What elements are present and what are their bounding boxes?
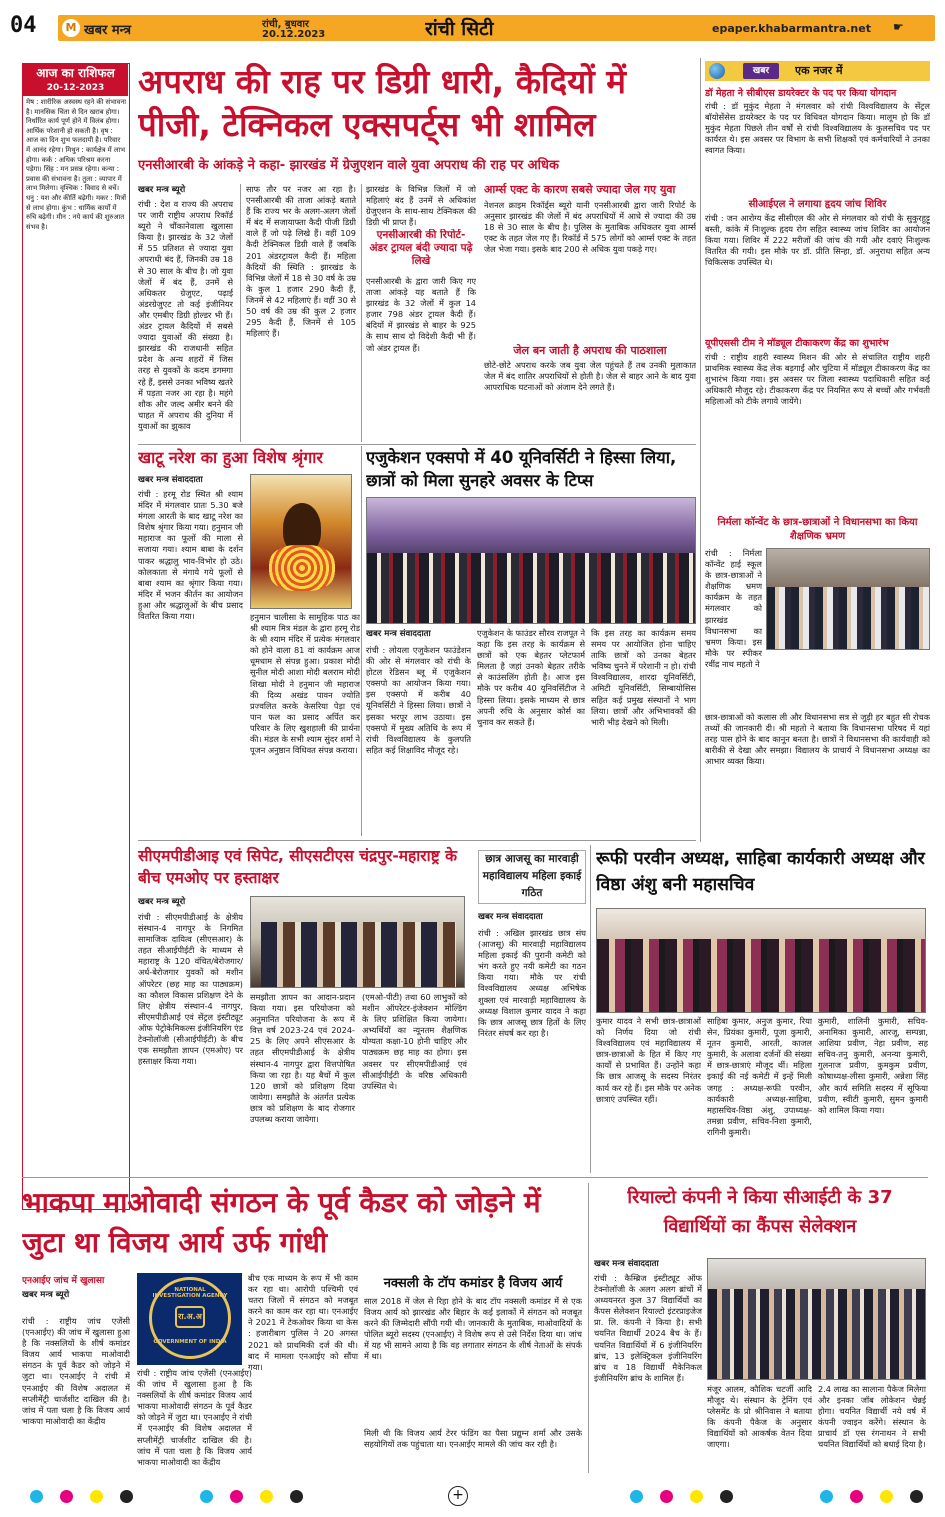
cyan-mark (30, 1490, 43, 1503)
divider (22, 1177, 928, 1178)
black-mark (120, 1490, 133, 1503)
rashifal-box (22, 63, 130, 1210)
khatu-text2: हनुमान चालीसा के सामूहिक पाठ का श्री श्याम मित्र मंडल के द्वारा हरमू रोड के श्री श्याम मंदिर में प्रत्येक मंगलवार को होने वाला 81 वां कार्यक्रम आज धूमधाम से संपन्न हुआ। प्रकाश मोदी सुनील मोदी आशा मोदी बलराम मोदी शिखा मोदी ने हनुमान जी महाराज की दिव्य अखंड पावन ज्योति प्रज्वलित करके केसरिया पेड़ा एवं पान फल का प्रसाद अर्पित कर परिवार के लिए खुशहाली की प्रार्थना की। मंडल के सभी श्याम सुंदर शर्मा ने पूजन अनुष्ठान विधिवत संपन्न कराया। (250, 612, 360, 756)
rialto-headline: रियाल्टो कंपनी ने किया सीआईटी के 37 विद्यार्थियों का कैंपस सेलेक्शन (627, 1187, 893, 1237)
mou-signing-photo (250, 896, 465, 988)
commander-headline: नक्सली के टॉप कमांडर है विजय आर्य (383, 1276, 563, 1291)
divider (700, 58, 701, 842)
commander-text: साल 2018 में जेल से रिहा होने के बाद टॉप नक्सली कमांडर में से एक विजय आर्य को झारखंड और बिहार के कई इलाकों में संगठन को मजबूत करने की जिम्मेदारी सौंपी गयी थी। जानकारी के मुताबिक, माओवादियों के पोलित ब्यूरो सदस्य (एनआईए) ने विशेष रूप से उसे निर्देश दिया था। जांच में यह भी सामने आया है कि वह लगातार संगठन के शीर्ष नेताओं के संपर्क में था। (364, 1296, 582, 1362)
black-mark (910, 1490, 923, 1503)
expo-byline: खबर मन्त्र संवाददाता (366, 629, 431, 639)
page-number: 04 (10, 13, 37, 38)
cyan-mark (820, 1490, 833, 1503)
khabar-badge: खबर (743, 63, 779, 79)
maoist-byline: खबर मन्त्र ब्यूरो (22, 1290, 70, 1300)
magenta-mark (230, 1490, 243, 1503)
flower-garland (269, 545, 335, 591)
officials-row (261, 922, 456, 988)
cyan-mark (630, 1490, 643, 1503)
main-headline: अपराध की राह पर डिग्री धारी, कैदियों में पीजी, टेक्निकल एक्सपर्ट्स भी शामिल (138, 62, 627, 144)
rashifal-date: 20-12-2023 (23, 82, 128, 96)
main-deck: एनसीआरबी के आंकड़े ने कहा- झारखंड में ग्रेजुएशन वाले युवा अपराध की राह पर अधिक (138, 158, 559, 173)
up-headline: यूपीएससी टीम ने मॉड्यूल टीकाकरण केंद्र का शुभारंभ (705, 338, 889, 349)
nirmala-assembly-photo (766, 548, 930, 650)
expo-text1: रांची : लोयला एजुकेशन फाउंडेशन की ओर से मंगलवार को रांची के होटल रेडिसन ब्लू में एजुकेशन एक्सपो का आयोजन किया गया। इस एक्सपो में करीब 40 यूनिवर्सिटी ने हिस्सा लिया। छात्रों ने इसका भरपूर लाभ उठाया। इस एक्सपो में मुख्य अतिथि के रूप में रांची विश्वविद्यालय के कुलपति सहित कई शिक्षाविद मौजूद रहे। (366, 645, 471, 755)
khatu-shyam-photo (250, 474, 352, 609)
rufi-text1: कुमार यादव ने सभी छात्र-छात्राओं को निर्णय दिया जो रांची विश्वविद्यालय एवं महाविद्यालय में छात्र-छात्राओं के हित में किए गए कार्यों से प्रभावित हैं। उन्होंने कहा कि छात्र आजसू के सदस्य निरंतर कार्य कर रहे हैं। इस मौके पर अनेक छात्राएं उपस्थित रहीं। (596, 1016, 701, 1104)
yellow-mark (260, 1490, 273, 1503)
nia-seal-emblem: रा.अ.अ (175, 1306, 205, 1328)
aisa-text: रांची : अखिल झारखंड छात्र संघ (आजसू) की मारवाड़ी महाविद्यालय महिला इकाई की पुरानी कमेटी को भंग करते हुए नयी कमेटी का गठन किया गया। मौके पर रांची विश्वविद्यालय अध्यक्ष अभिषेक शुक्ला एवं मारवाड़ी महाविद्यालय के अध्यक्ष विशाल कुमार यादव ने कहा कि छात्र आजसू छात्र हितों के लिए निरंतर संघर्ष कर रहा है। (478, 928, 586, 1038)
rialto-group-photo (707, 1258, 926, 1380)
nia-seal-photo (137, 1273, 242, 1365)
rufi-text2: साहिबा कुमार, अनुज कुमार, रिया सेन, प्रियंका कुमारी, पूजा कुमारी, नूतन कुमारी, आरती, काजल कुमारी, के अलावा दर्जनों की संख्या में छात्र-छात्राएं मौजूद थीं। महिला इकाई की नई कमेटी में इन्हें मिली जगह : अध्यक्ष-रूफी परवीन, कार्यकारी अध्यक्ष-साहिबा, महासचिव-विष्ठा अंशु, उपाध्यक्ष-तमन्ना प्रवीण, सचिव-निशा कुमारी, रागिनी कुमारी। (707, 1016, 812, 1137)
maoist-headline: भाकपा माओवादी संगठन के पूर्व कैडर को जोड़ने में जुटा था विजय आर्य उर्फ गांधी (22, 1186, 541, 1259)
rufi-text3: कुमारी, शालिनी कुमारी, सचिव-अनामिका कुमारी, आरजू, सम्पन्ना, आशिया प्रवीण, नेहा प्रवीण, सह सचिव-तनु कुमारी, अनन्या कुमारी, गुलनाज प्रवीण, कुमकुम प्रवीण, कोषाध्यक्ष-लीसा कुमारी, अन्नेशा सिंह और कार्य समिति सदस्य में सूफिया प्रवीण, स्वीटी कुमारी, सुमन कुमारी को शामिल किया गया। (818, 1016, 928, 1115)
students-in-assembly (767, 587, 930, 650)
expo-group-photo (366, 497, 696, 624)
rialto-byline: खबर मन्त्र संवाददाता (594, 1259, 659, 1269)
rialto-text3: 2.4 लाख का सालाना पैकेज मिलेगा और इनका जॉब लोकेशन चेन्नई होगा। चयनित विद्यार्थी नये वर्ष में कंपनी ज्वाइन करेंगे। संस्थान के प्राचार्य डॉ एस रंगनाथन ने सभी चयनित विद्यार्थियों को बधाई दिया है। (818, 1384, 926, 1450)
yellow-mark (690, 1490, 703, 1503)
up-text: रांची : राष्ट्रीय शहरी स्वास्थ्य मिशन की ओर से संचालित राष्ट्रीय शहरी प्राथमिक स्वास्थ्य केंद्र लेक बड़गाईं और चुटिया में मॉड्यूल टीकाकरण केंद्र का शुभारंभ किया गया। इस अवसर पर जिला स्वास्थ्य पदाधिकारी सहित कई अधिकारी मौजूद रहे। टीकाकरण केंद्र पर नियमित रूप से बच्चों और गर्भवती महिलाओं को टीके लगाये जायेंगे। (705, 352, 930, 407)
nirmala-headline: निर्मला कॉन्वेंट के छात्र-छात्राओं ने विधानसभा का किया शैक्षणिक भ्रमण (717, 517, 918, 542)
magenta-mark (660, 1490, 673, 1503)
mou-byline: खबर मन्त्र ब्यूरो (138, 897, 186, 907)
expo-text2: एजुकेशन के फाउंडर सौरव राजपूत ने कहा कि इस तरह के कार्यक्रम से छात्रों को एक बेहतर प्लेटफार्म मिलता है जहां उनको बेहतर तरीके से काउंसलिंग होती है। आज इस मौके पर करीब 40 यूनिवर्सिटीज ने हिस्सा लिया। इसके माध्यम से छात्र अपनी रुचि के अनुसार कोर्स का चुनाव कर सकते हैं। (477, 628, 585, 727)
mou-text2: समझौता ज्ञापन का आदान-प्रदान किया गया। इस परियोजना को अनुमानित परियोजना के रूप में वित्त वर्ष 2023-24 एवं 2024-25 के लिए अपने सीएसआर के तहत सीएमपीडीआई के क्षेत्रीय संस्थान-4 नागपुर द्वारा वित्तपोषित किया जा रहा है। यह बैचों में कुल 120 छात्रों को प्रशिक्षण दिया जायेगा। समझौते के अंतर्गत प्रत्येक छात्र को प्रशिक्षण के बाद रोजगार उपलब्ध कराया जायेगा। (250, 992, 355, 1125)
header-city: रांची, बुधवार (262, 19, 310, 29)
ek-nazar-title: एक नजर में (795, 64, 843, 77)
khatu-byline: खबर मन्त्र संवाददाता (138, 475, 203, 485)
rashifal-title: आज का राशिफल (23, 64, 128, 82)
main-col3: झारखंड के विभिन्न जिलों में जो महिलाएं बंद हैं उनमें से अधिकांश ग्रेजुएशन के साथ-साथ टेक्निकल की डिग्री भी प्राप्त हैं। (366, 184, 476, 228)
main-col1: रांची : देश व राज्य की अपराध पर जारी राष्ट्रीय अपराध रिकॉर्ड ब्यूरो ने चौंकानेवाला खुलासा किया है। झारखंड के 32 जेलों में 55 प्रतिशत से ज्यादा युवा अपराधी बंद हैं, जिनकी उम्र 18 से 30 साल के बीच है। जो युवा जेलों में बंद हैं, उनमें से अधिकतर ग्रेजुएट, पढ़ाई अंडरग्रेजुएट तो कई इंजीनियर और एमबीए डिग्री होल्डर भी हैं। अंडर ट्रायल कैदियों में सबसे ज्यादा युवाओं की संख्या है। झारखंड की राजधानी सहित प्रदेश के अन्य शहरों में जिस तरह से युवकों के कदम डगमगा रहे हैं, इससे उनका भविष्य खतरे में पड़ता नजर आ रहा है। महंगे शौक और जल्द अमीर बनने की चाहत में अपराध की दुनिया में युवाओं का झुकाव (138, 199, 233, 431)
maoist-text2: रांची : राष्ट्रीय जांच एजेंसी (एनआईए) की जांच में खुलासा हुआ है कि नक्सलियों के शीर्ष कमांडर विजय आर्य भाकपा माओवादी संगठन के पूर्व कैडर को जोड़ने में जुटा था। एनआईए ने रांची में एनआईए की विशेष अदालत में सप्लीमेंट्री चार्जशीट दाखिल की है। जांच में पता चला है कि विजय आर्य भाकपा माओवादी का केंद्रीय (137, 1368, 252, 1467)
epaper-url[interactable]: epaper.khabarmantra.net (712, 22, 871, 35)
commander-text2: मिली थी कि विजय आर्य टेरर फंडिंग का पैसा प्रद्युम्न शर्मा और उसके सहयोगियों तक पहुंचाता था। एनआईए मामले की जांच कर रही है। (364, 1428, 582, 1450)
cursor-hand-icon: ☛ (893, 20, 904, 34)
school-headline: जेल बन जाती है अपराध की पाठशाला (513, 344, 667, 357)
divider (138, 444, 696, 445)
nia-seal-name: NATIONAL INVESTIGATION AGENCY (152, 1287, 228, 1297)
nirmala-text2: छात्र-छात्राओं को कलास ली और विधानसभा सत्र से जुड़ी हर बहुत सी रोचक तथ्यों की जानकारी दी। श्री महतो ने बताया कि विधानसभा परिषद में यहां तरह पास होने के बाद कानून बनता है। छात्रों ने विधानसभा की कार्यवाही को बारीकी से देखा और समझा। विद्यालय के प्राचार्य ने विधानसभा अध्यक्ष का आभार व्यक्त किया। (705, 712, 930, 767)
brand-logo-icon: M (62, 19, 80, 37)
magenta-mark (60, 1490, 73, 1503)
rufi-headline: रूफी परवीन अध्यक्ष, साहिबा कार्यकारी अध्यक्ष और विष्ठा अंशु बनी महासचिव (596, 849, 925, 895)
aisa-byline: खबर मन्त्र संवाददाता (478, 912, 543, 922)
maoist-text3: बीच एक माध्यम के रूप में भी काम कर रहा था। आरोपी पश्चिमी एवं चतरा जिलों में संगठन को मजबूत करने का काम कर रहा था। एनआईए ने 2021 में टेकओवर किया था केस : हजारीबाग पुलिस ने 20 अगस्त 2021 को प्राथमिकी दर्ज की थी। बाद में मामला एनआईए को सौंपा गया। (248, 1273, 358, 1372)
arms-headline: आर्म्स एक्ट के कारण सबसे ज्यादा जेल गए युवा (484, 183, 676, 196)
khatu-text: रांची : हरमू रोड स्थित श्री श्याम मंदिर में मंगलवार प्रातः 5.30 बजे मंगला आरती के बाद खाटू नरेश का विशेष श्रृंगार किया गया। हनुमान जी महाराज का फूलों की माला से सजाया गया। श्याम बाबा के दर्शन पाकर श्रद्धालु भाव-विभोर हो उठे। कोलकाता से मंगाये गये फूलों से बाबा श्याम का श्रृंगार किया गया। मंदिर में भजन कीर्तन का आयोजन हुआ और श्रद्धालुओं के बीच प्रसाद वितरित किया गया। (138, 489, 243, 622)
mou-text1: रांची : सीएमपीडीआई के क्षेत्रीय संस्थान-4 नागपुर के निगमित सामाजिक दायित्व (सीएसआर) के तहत सीआईपीईटी के माध्यम से महाराष्ट्र के 120 वंचित/बेरोजगार/अर्ध-बेरोजगार युवकों को मशीन ऑपरेटर (छह माह का पाठ्यक्रम) का कौशल विकास प्रशिक्षण देने के लिए क्षेत्रीय संस्थान-4 नागपुर, सीएमपीडीआई एवं सेंट्रल इंस्टीट्यूट ऑफ पेट्रोकेमिकल्स इंजीनियरिंग एंड टेक्नोलॉजी (सीआईपीईटी) के बीच एक समझौता ज्ञापन (एमओए) पर हस्ताक्षर किया गया। (138, 912, 243, 1067)
divider (240, 184, 241, 442)
rufi-group-photo (596, 908, 926, 1013)
registration-mark-icon: + (448, 1486, 468, 1506)
mou-headline: सीएमपीडीआइ एवं सिपेट, सीएसटीएस चंद्रपुर-महाराष्ट्र के बीच एमओए पर हस्ताक्षर (138, 847, 457, 887)
magenta-mark (850, 1490, 863, 1503)
yellow-mark (880, 1490, 893, 1503)
cil-text: रांची : जन आरोग्य केंद्र सीसीएल की ओर से मंगलवार को रांची के सुकुरहुट्टू बस्ती, कांके में निःशुल्क हृदय रोग सहित स्वास्थ्य जांच शिविर का आयोजन किया गया। शिविर में 222 मरीजों की जांच की गयी और दवाएं निःशुल्क वितरित की गयी। इस मौके पर डॉ. प्रीति सिन्हा, डॉ. अनुराधा सहित अन्य चिकित्सक उपस्थित थे। (705, 213, 930, 268)
header-date: 20.12.2023 (262, 29, 326, 40)
divider (361, 184, 362, 442)
rashifal-text: मेष : शारीरिक अस्वस्थ रहने की संभावना है। मानसिक चिंता से दिन खराब होगा। निर्धारित कार्य पूर्ण होने में विलंब होगा। आर्थिक परेशानी हो सकती है। वृष : आज का दिन शुभ फलदायी है। परिवार में आनंद रहेगा। मिथुन : कार्यक्षेत्र में लाभ होगा। कर्क : अधिक परिश्रम करना पड़ेगा। सिंह : मन प्रसन्न रहेगा। कन्या : प्रवास की संभावना है। तुला : व्यापार में लाभ मिलेगा। वृश्चिक : विवाद से बचें। धनु : यश और कीर्ति बढ़ेगी। मकर : मित्रों से लाभ होगा। कुंभ : धार्मिक कार्यों में रुचि बढ़ेगी। मीन : नये कार्य की शुरुआत संभव है। (26, 98, 126, 231)
main-byline: खबर मन्त्र ब्यूरो (138, 185, 186, 195)
divider (588, 1183, 589, 1473)
school-text: छोटे-छोटे अपराध करके जब युवा जेल पहुंचते हैं तब उनकी मुलाकात जेल में बंद शातिर अपराधियों से होती है। जेल से बाहर आने के बाद युवा आपराधिक घटनाओं को अंजाम देने लगते हैं। (484, 360, 696, 393)
maoist-text1: रांची : राष्ट्रीय जांच एजेंसी (एनआईए) की जांच में खुलासा हुआ है कि नक्सलियों के शीर्ष कमांडर विजय आर्य भाकपा माओवादी संगठन के पूर्व कैडर को जोड़ने में जुटा था। एनआईए ने रांची में एनआईए की विशेष अदालत में सप्लीमेंट्री चार्जशीट दाखिल की है। जांच में पता चला है कि विजय आर्य भाकपा माओवादी का केंद्रीय (22, 1316, 130, 1426)
ek-nazar-banner (705, 61, 930, 81)
divider (361, 446, 362, 836)
globe-icon (709, 63, 725, 79)
rialto-text2: मंजूर आलम, कौशिक चटर्जी आदि मौजूद थे। संस्थान के ट्रेनिंग एवं प्लेसमेंट के प्रो श्रीनिवास ने बताया कि कंपनी पैकेज के अनुसार विद्यार्थियों को आकर्षक वेतन दिया जाएगा। (707, 1384, 812, 1450)
footer-color-bar (0, 1480, 945, 1517)
khatu-headline: खाटू नरेश का हुआ विशेष श्रृंगार (138, 448, 323, 467)
aisa-headline: छात्र आजसू का मारवाड़ी महाविद्यालय महिला इकाई गठित (478, 850, 586, 904)
graduates-rows (708, 1289, 926, 1380)
students-row (597, 939, 926, 1013)
people-row (367, 553, 696, 624)
yellow-mark (90, 1490, 103, 1503)
dr-text: रांची : डॉ मुकुंद मेहता ने मंगलवार को रांची विश्वविद्यालय के सेंट्रल बॉयोसेंसेस डायरेक्टर के पद पर विधिवत योगदान किया। मालूम हो कि डॉ मुकुंद मेहता पिछले तीन वर्षों से रांची विश्वविद्यालय के कुलसचिव पद पर कार्यरत थे। इस अवसर पर विभाग के सभी शिक्षकों एवं कर्मचारियों ने उनका स्वागत किया। (705, 101, 930, 156)
black-mark (290, 1490, 303, 1503)
mou-text3: (एमओ-पीटी) तथा 60 लाभुकों को मशीन ऑपरेटर-इंजेक्शन मोल्डिंग के लिए प्रशिक्षित किया जायेगा। अभ्यर्थियों का न्यूनतम शैक्षणिक योग्यता कक्षा-10 होनी चाहिए और पाठ्यक्रम छह माह का होगा। इस अवसर पर सीएमपीडीआई एवं सीआईपीईटी के वरिष्ठ अधिकारी उपस्थित थे। (362, 992, 467, 1091)
ncrb-subhead: एनसीआरबी की रिपोर्ट- अंडर ट्रायल बंदी ज्यादा पढ़े लिखे (369, 229, 473, 267)
expo-headline: एजुकेशन एक्सपो में 40 यूनिवर्सिटी ने हिस्सा लिया, छात्रों को मिला सुनहरे अवसर के टिप्स (366, 448, 677, 490)
section-title: रांची सिटी (425, 18, 494, 40)
maoist-kicker: एनआईए जांच में खुलासा (22, 1276, 105, 1286)
divider (590, 845, 591, 1173)
nia-seal-gov: GOVERNMENT OF INDIA (153, 1339, 227, 1345)
rialto-text1: रांची : कैम्ब्रिज इंस्टीट्यूट ऑफ टेक्नोलॉजी के अलग अलग ब्रांचों में अध्ययनरत कुल 37 विद्यार्थियों का कैंपस सेलेक्शन रियाल्टो इंटरप्राइजेज प्रा. लि. कंपनी ने किया है। सभी चयनित विद्यार्थी 2024 बैच के हैं। चयनित विद्यार्थियों में 6 इंजीनियरिंग ब्रांच, 13 इलेक्ट्रिकल इंजीनियरिंग ब्रांच व 18 विद्यार्थी मैकेनिकल इंजीनियरिंग ब्रांच के शामिल हैं। (594, 1273, 702, 1383)
arms-text: नेशनल क्राइम रिकॉर्ड्स ब्यूरो यानी एनसीआरबी द्वारा जारी रिपोर्ट के अनुसार झारखंड की जेलों में बंद अपराधियों में आधे से ज्यादा की उम्र 18 से 30 साल के बीच है। पुलिस के मुताबिक अधिकतर युवा आर्म्स एक्ट के तहत जेल गए हैं। रिकॉर्ड में 575 लोगों को आर्म्स एक्ट के तहत जेल भेजा गया। इसके बाद 200 से अधिक युवा पकड़े गए। (484, 200, 696, 255)
expo-text3: कि इस तरह का कार्यक्रम समय समय पर आयोजित होना चाहिए ताकि छात्रों को उनका बेहतर भविष्य चुनने में परेशानी न हो। रांची विश्वविद्यालय, शारदा यूनिवर्सिटी, अमिटी यूनिवर्सिटी, सिम्बायोसिस सहित कई प्रमुख संस्थानों ने भाग लिया। छात्रों और अभिभावकों की भारी भीड़ देखने को मिली। (591, 628, 696, 727)
main-col3b: एनसीआरबी के द्वारा जारी किए गए ताजा आंकड़े यह बताते हैं कि झारखंड के 32 जेलों में कुल 14 हजार 798 अंडर ट्रायल कैदी हैं। बंदियों में झारखंड से बाहर के 925 के साथ साथ दो विदेशी कैदी भी हैं। जो अंडर ट्रायल हैं। (366, 276, 476, 353)
nirmala-text: रांची : निर्मला कॉन्वेंट हाई स्कूल के छात्र-छात्राओं ने शैक्षणिक भ्रमण कार्यक्रम के तहत मंगलवार को झारखंड विधानसभा का भ्रमण किया। इस मौके पर स्पीकर रवींद्र नाथ महतो ने (705, 548, 762, 669)
cyan-mark (200, 1490, 213, 1503)
main-col2: साफ तौर पर नजर आ रहा है। एनसीआरबी की ताजा आंकड़े बताते हैं कि राज्य भर के अलग-अलग जेलों में बंद में सजायाफ्ता कैदी पीजी डिग्री वाले हैं जो पढ़े लिखे हैं। वहीं 109 कैदी टेक्निकल डिग्री वाले हैं जबकि 201 अंडरट्रायल कैदी हैं। महिला कैदियों की स्थिति : झारखंड के विभिन्न जेलों में 18 से 30 वर्ष के उम्र के कुल 1 हजार 290 कैदी हैं, जिनमें से 42 महिलाएं हैं। वहीं 30 से 50 वर्ष की उम्र की कुल 2 हजार 295 कैदी हैं, जिनमें से 105 महिलाएं हैं। (246, 184, 356, 339)
divider (138, 840, 696, 841)
masthead (0, 0, 945, 46)
brand-name: खबर मन्त्र (84, 23, 132, 38)
dr-headline: डॉ मेहता ने सीबीएस डायरेक्टर के पद पर किया योगदान (705, 88, 897, 99)
black-mark (720, 1490, 733, 1503)
cil-headline: सीआईएल ने लगाया हृदय जांच शिविर (748, 199, 887, 210)
